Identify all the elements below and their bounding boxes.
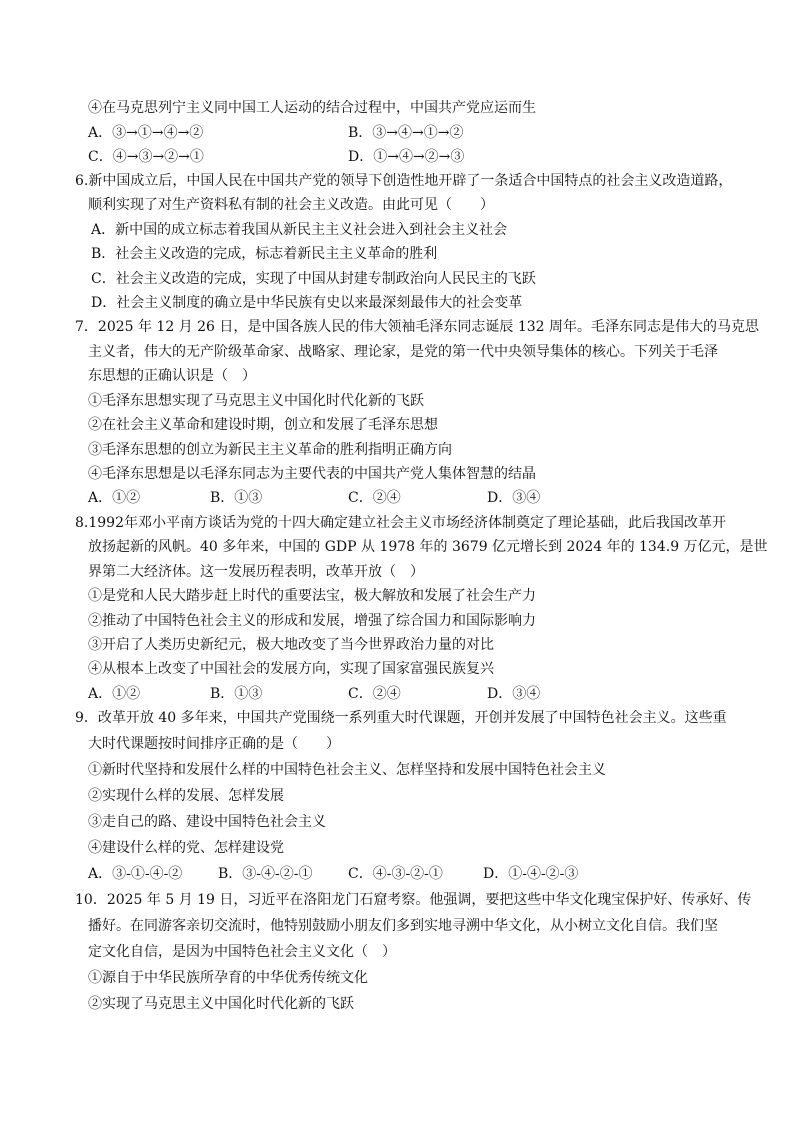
q10-stem-line-3: 定文化自信，是因为中国特色社会主义文化（ ） [88,944,396,960]
q10-stem-line-1: 10．2025 年 5 月 19 日，习近平在洛阳龙门石窟考察。他强调，要把这些中华文化瑰宝保护好、传承好、传 [75,892,752,908]
q9-stem-line-2: 大时代课题按时间排序正确的是（ ） [88,736,340,752]
q8-stem-line-3: 界第二大经济体。这一发展历程表明，改革开放（ ） [88,564,424,580]
q8-option-c: C．②④ [348,686,401,702]
q9-option-c: C．④-③-②-① [348,866,443,882]
q5-option-b: B．③→④→①→② [348,125,464,141]
q9-statement-1: ①新时代坚持和发展什么样的中国特色社会主义、怎样坚持和发展中国特色社会主义 [88,762,606,778]
q9-option-d: D．①-④-②-③ [483,866,579,882]
q7-stem-line-1: 7．2025 年 12 月 26 日，是中国各族人民的伟大领袖毛泽东同志诞辰 132 周年。毛泽东同志是伟大的马克思 [75,319,760,335]
q5-option-a: A．③→①→④→② [88,125,204,141]
q6-stem-line-2: 顺利实现了对生产资料私有制的社会主义改造。由此可见（ ） [88,197,494,213]
q7-option-b: B．①③ [210,490,263,506]
q8-statement-2: ②推动了中国特色社会主义的形成和发展，增强了综合国力和国际影响力 [88,613,536,629]
q6-option-d: D．社会主义制度的确立是中华民族有史以来最深刻最伟大的社会变革 [91,295,523,311]
q6-option-b: B．社会主义改造的完成，标志着新民主主义革命的胜利 [91,246,438,262]
q9-statement-3: ③走自己的路、建设中国特色社会主义 [88,814,326,830]
q9-statement-4: ④建设什么样的党、怎样建设党 [88,840,284,856]
q8-statement-3: ③开启了人类历史新纪元，极大地改变了当今世界政治力量的对比 [88,637,494,653]
q9-option-a: A．③-①-④-② [88,866,183,882]
q5-statement-4: ④在马克思列宁主义同中国工人运动的结合过程中，中国共产党应运而生 [88,100,536,116]
q10-stem-line-2: 播好。在同游客亲切交流时，他特别鼓励小朋友们多到实地寻溯中华文化，从小树立文化自信。我们坚 [88,918,718,934]
q7-option-c: C．②④ [348,490,401,506]
q5-option-c: C．④→③→②→① [88,149,204,165]
q6-stem-line-1: 6.新中国成立后，中国人民在中国共产党的领导下创造性地开辟了一条适合中国特点的社会主义改造道路， [75,173,733,189]
q5-option-d: D．①→④→②→③ [348,149,465,165]
q10-statement-2: ②实现了马克思主义中国化时代化新的飞跃 [88,996,354,1012]
q7-stem-line-3: 东思想的正确认识是（ ） [88,368,256,384]
q8-stem-line-1: 8.1992年邓小平南方谈话为党的十四大确定建立社会主义市场经济体制奠定了理论基础，此后我国改革开 [75,515,726,531]
q7-statement-2: ②在社会主义革命和建设时期，创立和发展了毛泽东思想 [88,417,438,433]
q7-statement-3: ③毛泽东思想的创立为新民主主义革命的胜利指明正确方向 [88,442,452,458]
q8-option-a: A．①② [88,686,141,702]
q9-statement-2: ②实现什么样的发展、怎样发展 [88,788,284,804]
q7-statement-4: ④毛泽东思想是以毛泽东同志为主要代表的中国共产党人集体智慧的结晶 [88,466,536,482]
q8-option-b: B．①③ [210,686,263,702]
q6-option-a: A．新中国的成立标志着我国从新民主主义社会进入到社会主义社会 [91,222,508,238]
q9-option-b: B．③-④-②-① [218,866,313,882]
q10-statement-1: ①源自于中华民族所孕育的中华优秀传统文化 [88,970,368,986]
q9-stem-line-1: 9．改革开放 40 多年来，中国共产党围绕一系列重大时代课题，开创并发展了中国特色社会主义。这些重 [75,710,727,726]
q7-option-a: A．①② [88,490,141,506]
q6-option-c: C．社会主义改造的完成，实现了中国从封建专制政治向人民民主的飞跃 [91,271,536,287]
q7-stem-line-2: 主义者，伟大的无产阶级革命家、战略家、理论家，是党的第一代中央领导集体的核心。下列关于毛泽 [88,344,718,360]
q7-statement-1: ①毛泽东思想实现了马克思主义中国化时代化新的飞跃 [88,393,424,409]
q8-option-d: D．③④ [487,686,541,702]
q8-statement-4: ④从根本上改变了中国社会的发展方向，实现了国家富强民族复兴 [88,661,494,677]
q8-stem-line-2: 放扬起新的风帆。40 多年来，中国的 GDP 从 1978 年的 3679 亿元增长到 2024 年的 134.9 万亿元，是世 [88,539,768,555]
q7-option-d: D．③④ [487,490,541,506]
q8-statement-1: ①是党和人民大踏步赶上时代的重要法宝，极大解放和发展了社会生产力 [88,588,536,604]
